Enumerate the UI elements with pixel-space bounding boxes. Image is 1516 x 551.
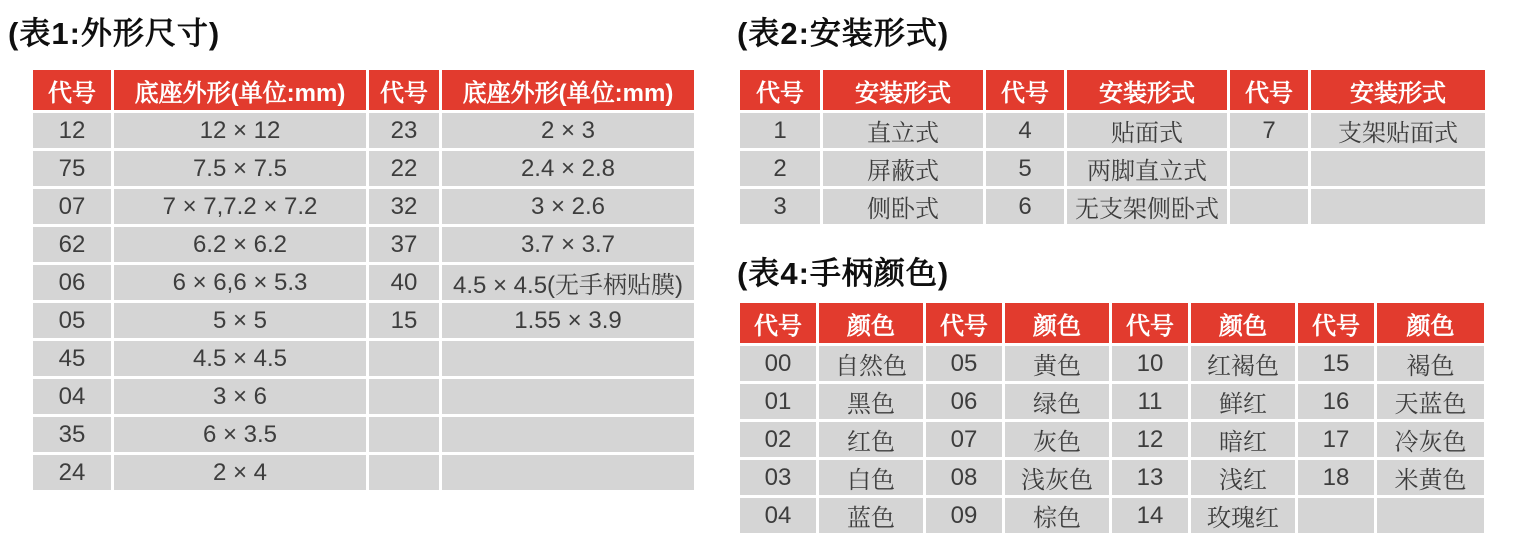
- table-cell: [369, 379, 439, 414]
- table-cell: 32: [369, 189, 439, 224]
- column-header: 代号: [369, 70, 439, 110]
- table-cell: 棕色: [1005, 498, 1109, 533]
- table-cell: 6 × 3.5: [114, 417, 366, 452]
- table-cell: 15: [1298, 346, 1374, 381]
- table-row: [740, 384, 1484, 419]
- table-cell: 玫瑰红: [1191, 498, 1295, 533]
- table-cell: 17: [1298, 422, 1374, 457]
- table4-title: (表4:手柄颜色): [737, 256, 950, 291]
- table-handle-colors: [737, 300, 1487, 536]
- table-cell: 04: [740, 498, 816, 533]
- table-cell: 天蓝色: [1377, 384, 1484, 419]
- table-cell: 褐色: [1377, 346, 1484, 381]
- table-cell: 12: [33, 113, 111, 148]
- table-cell: [369, 341, 439, 376]
- column-header: 代号: [1230, 70, 1308, 110]
- column-header: 颜色: [1191, 303, 1295, 343]
- table-cell: 冷灰色: [1377, 422, 1484, 457]
- table-cell: 06: [926, 384, 1002, 419]
- column-header: 安装形式: [823, 70, 983, 110]
- table-cell: 02: [740, 422, 816, 457]
- table-cell: 灰色: [1005, 422, 1109, 457]
- table-cell: 红色: [819, 422, 923, 457]
- table-cell: 蓝色: [819, 498, 923, 533]
- table-cell: 22: [369, 151, 439, 186]
- table-cell: 2: [740, 151, 820, 186]
- table-cell: 05: [926, 346, 1002, 381]
- column-header: 代号: [740, 70, 820, 110]
- column-header: 颜色: [819, 303, 923, 343]
- table-row: [33, 417, 694, 452]
- table-cell: 3: [740, 189, 820, 224]
- table-cell: 暗红: [1191, 422, 1295, 457]
- table-cell: 无支架侧卧式: [1067, 189, 1227, 224]
- table-cell: 侧卧式: [823, 189, 983, 224]
- table-row: [33, 455, 694, 490]
- table-cell: 35: [33, 417, 111, 452]
- table-cell: 6: [986, 189, 1064, 224]
- table-row: [33, 227, 694, 262]
- table-cell: 4.5 × 4.5: [114, 341, 366, 376]
- table-cell: 直立式: [823, 113, 983, 148]
- column-header: 代号: [740, 303, 816, 343]
- table-cell: 自然色: [819, 346, 923, 381]
- table-row: [33, 303, 694, 338]
- column-header: 代号: [986, 70, 1064, 110]
- table-row: [33, 151, 694, 186]
- table-cell: [1377, 498, 1484, 533]
- table-cell: [442, 379, 694, 414]
- table-row: [740, 460, 1484, 495]
- column-header: 颜色: [1377, 303, 1484, 343]
- table-cell: 07: [926, 422, 1002, 457]
- table-cell: 37: [369, 227, 439, 262]
- table-row: [33, 379, 694, 414]
- table-row: [740, 151, 1485, 186]
- table-cell: 2 × 3: [442, 113, 694, 148]
- table-cell: 40: [369, 265, 439, 300]
- table-cell: 红褐色: [1191, 346, 1295, 381]
- table-cell: 7.5 × 7.5: [114, 151, 366, 186]
- table-row: [740, 346, 1484, 381]
- table-cell: 45: [33, 341, 111, 376]
- table-cell: 鲜红: [1191, 384, 1295, 419]
- table-cell: 支架贴面式: [1311, 113, 1485, 148]
- table-row: [740, 113, 1485, 148]
- header-row: [33, 70, 694, 110]
- table2-title: (表2:安装形式): [737, 16, 950, 51]
- table-cell: 1: [740, 113, 820, 148]
- table-cell: 23: [369, 113, 439, 148]
- table-cell: [442, 341, 694, 376]
- table-cell: 7 × 7,7.2 × 7.2: [114, 189, 366, 224]
- table-cell: 白色: [819, 460, 923, 495]
- table-row: [33, 113, 694, 148]
- column-header: 颜色: [1005, 303, 1109, 343]
- table-row: [33, 265, 694, 300]
- table-cell: 18: [1298, 460, 1374, 495]
- table-cell: 1.55 × 3.9: [442, 303, 694, 338]
- table-mounting-styles: [737, 67, 1488, 227]
- table-cell: 2 × 4: [114, 455, 366, 490]
- table-cell: 贴面式: [1067, 113, 1227, 148]
- table-cell: 04: [33, 379, 111, 414]
- table-cell: 7: [1230, 113, 1308, 148]
- column-header: 安装形式: [1311, 70, 1485, 110]
- table-cell: 绿色: [1005, 384, 1109, 419]
- table-cell: 08: [926, 460, 1002, 495]
- table-cell: 10: [1112, 346, 1188, 381]
- table-dimensions: [30, 67, 697, 493]
- table-cell: 75: [33, 151, 111, 186]
- table-cell: 4.5 × 4.5(无手柄贴膜): [442, 265, 694, 300]
- column-header: 代号: [926, 303, 1002, 343]
- table-cell: 11: [1112, 384, 1188, 419]
- table-cell: 米黄色: [1377, 460, 1484, 495]
- table-cell: [1311, 189, 1485, 224]
- table-cell: 浅灰色: [1005, 460, 1109, 495]
- table-cell: 5: [986, 151, 1064, 186]
- table-cell: [369, 417, 439, 452]
- column-header: 安装形式: [1067, 70, 1227, 110]
- table-cell: 01: [740, 384, 816, 419]
- table-cell: 两脚直立式: [1067, 151, 1227, 186]
- table-row: [740, 422, 1484, 457]
- table1-title: (表1:外形尺寸): [8, 16, 221, 51]
- header-row: [740, 70, 1485, 110]
- table-cell: 07: [33, 189, 111, 224]
- table-cell: 05: [33, 303, 111, 338]
- table-cell: [1311, 151, 1485, 186]
- table-cell: 00: [740, 346, 816, 381]
- table-cell: 06: [33, 265, 111, 300]
- table-cell: 4: [986, 113, 1064, 148]
- table-cell: 09: [926, 498, 1002, 533]
- table-cell: [442, 455, 694, 490]
- table-cell: 16: [1298, 384, 1374, 419]
- table-cell: 6 × 6,6 × 5.3: [114, 265, 366, 300]
- table-cell: [1230, 189, 1308, 224]
- table-cell: [442, 417, 694, 452]
- table-cell: 12: [1112, 422, 1188, 457]
- column-header: 代号: [1112, 303, 1188, 343]
- header-row: [740, 303, 1484, 343]
- table-cell: 屏蔽式: [823, 151, 983, 186]
- table-cell: 12 × 12: [114, 113, 366, 148]
- table-cell: 2.4 × 2.8: [442, 151, 694, 186]
- table-row: [740, 189, 1485, 224]
- table-cell: 03: [740, 460, 816, 495]
- column-header: 代号: [33, 70, 111, 110]
- table-cell: 3.7 × 3.7: [442, 227, 694, 262]
- column-header: 底座外形(单位:mm): [442, 70, 694, 110]
- table-cell: 14: [1112, 498, 1188, 533]
- table-cell: 6.2 × 6.2: [114, 227, 366, 262]
- table-cell: [369, 455, 439, 490]
- column-header: 底座外形(单位:mm): [114, 70, 366, 110]
- table-cell: 24: [33, 455, 111, 490]
- table-cell: 15: [369, 303, 439, 338]
- table-row: [33, 189, 694, 224]
- table-row: [33, 341, 694, 376]
- table-cell: [1298, 498, 1374, 533]
- table-cell: 13: [1112, 460, 1188, 495]
- table-cell: 62: [33, 227, 111, 262]
- table-cell: 黑色: [819, 384, 923, 419]
- table-cell: 黄色: [1005, 346, 1109, 381]
- table-cell: 浅红: [1191, 460, 1295, 495]
- table-cell: 5 × 5: [114, 303, 366, 338]
- table-cell: 3 × 2.6: [442, 189, 694, 224]
- table-cell: [1230, 151, 1308, 186]
- column-header: 代号: [1298, 303, 1374, 343]
- table-row: [740, 498, 1484, 533]
- table-cell: 3 × 6: [114, 379, 366, 414]
